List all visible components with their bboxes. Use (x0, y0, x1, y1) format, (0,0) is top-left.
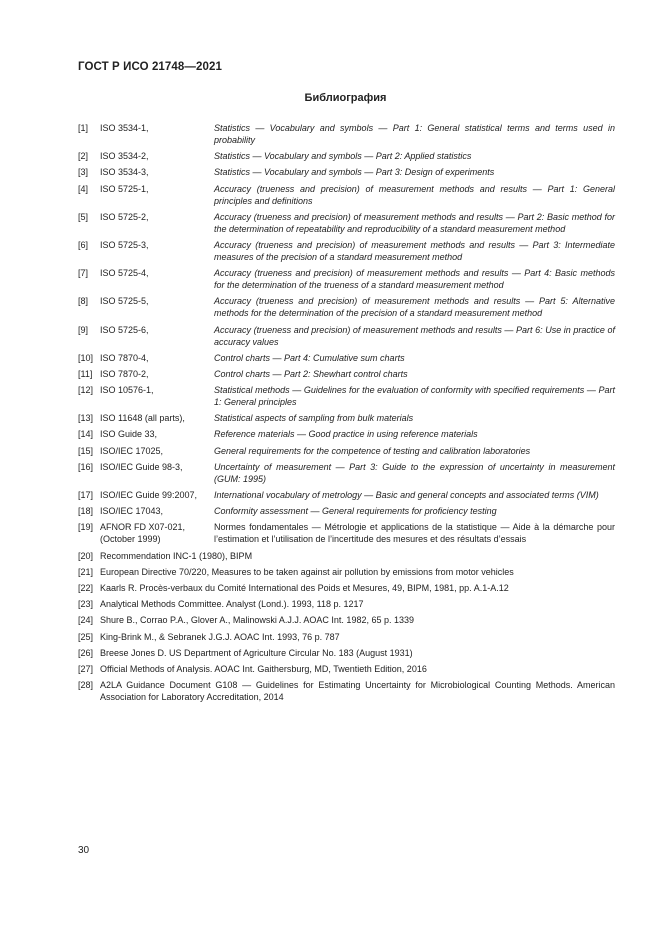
entry-number: [26] (78, 647, 94, 658)
entry-number: [5] (78, 211, 89, 222)
bibliography-entry (78, 412, 615, 424)
entry-standard-ref: ISO/IEC 17043, (100, 506, 164, 517)
entry-standard-ref: ISO 5725-5, (100, 296, 149, 307)
bibliography-entry (78, 582, 615, 594)
entry-standard-ref: ISO 5725-2, (100, 211, 149, 222)
bibliography-entry (78, 521, 615, 545)
bibliography-entry (78, 324, 615, 348)
entry-title: Normes fondamentales — Métrologie et applications de la statistique — Aide à la démarche pour l’estimation et l’utilisation de l’incertitude des mesures et des résultats d’essais (214, 522, 615, 545)
entry-title: International vocabulary of metrology — Basic and general concepts and associated terms (VIM) (214, 490, 599, 500)
entry-number: [6] (78, 239, 89, 250)
entry-number: [15] (78, 445, 94, 456)
entry-text: Official Methods of Analysis. AOAC Int. Gaithersburg, MD, Twentieth Edition, 2016 (100, 663, 427, 674)
entry-text: European Directive 70/220, Measures to be taken against air pollution by emissions from motor vehicles (100, 566, 514, 577)
entry-number: [16] (78, 461, 94, 472)
entry-standard-ref: ISO Guide 33, (100, 429, 158, 440)
entry-number: [27] (78, 663, 94, 674)
entry-title: Accuracy (trueness and precision) of measurement methods and results — Part 6: Use in practice of accuracy values (214, 324, 615, 347)
bibliography-entry (78, 122, 615, 146)
entry-standard-ref: ISO 3534-2, (100, 151, 149, 162)
bibliography-list (78, 122, 615, 707)
entry-title: Control charts — Part 4: Cumulative sum charts (214, 352, 405, 363)
bibliography-entry (78, 505, 615, 517)
entry-number: [18] (78, 506, 94, 517)
bibliography-entry (78, 352, 615, 364)
entry-number: [24] (78, 615, 94, 626)
bibliography-title: Библиография (304, 92, 387, 104)
entry-number: [1] (78, 123, 89, 133)
entry-title: Statistics — Vocabulary and symbols — Part 3: Design of experiments (214, 167, 495, 178)
entry-number: [19] (78, 522, 94, 533)
entry-number: [2] (78, 151, 89, 162)
bibliography-entry (78, 384, 615, 408)
entry-text: Analytical Methods Committee. Analyst (Lond.). 1993, 118 p. 1217 (100, 599, 364, 610)
bibliography-entry (78, 150, 615, 162)
entry-number: [21] (78, 566, 94, 577)
entry-number: [10] (78, 352, 94, 363)
entry-number: [25] (78, 631, 94, 642)
bibliography-entry (78, 445, 615, 457)
bibliography-entry (78, 566, 615, 578)
entry-title: Accuracy (trueness and precision) of measurement methods and results — Part 5: Alternative methods for the determination of the precision of a standard measurement method (214, 296, 615, 319)
page-number: 30 (78, 845, 90, 856)
entry-number: [12] (78, 385, 94, 396)
entry-number: [23] (78, 599, 94, 610)
entry-number: [4] (78, 183, 89, 194)
entry-standard-ref: ISO 7870-4, (100, 352, 149, 363)
entry-title: Uncertainty of measurement — Part 3: Guide to the expression of uncertainty in measurement (GUM: 1995) (214, 461, 615, 484)
entry-text: Shure B., Corrao P.A., Glover A., Malinowski A.J.J. AOAC Int. 1982, 65 p. 1339 (100, 615, 414, 626)
entry-number: [17] (78, 490, 94, 500)
entry-title: Accuracy (trueness and precision) of measurement methods and results — Part 4: Basic methods for the determination of the trueness of a standard measurement method (214, 268, 615, 291)
entry-number: [13] (78, 413, 94, 424)
entry-title: Statistics — Vocabulary and symbols — Part 1: General statistical terms and terms used in probability (214, 123, 615, 145)
bibliography-entry (78, 647, 615, 659)
bibliography-entry (78, 166, 615, 178)
entry-standard-ref: ISO 5725-1, (100, 183, 149, 194)
bibliography-entry (78, 428, 615, 440)
bibliography-entry (78, 598, 615, 610)
entry-number: [8] (78, 296, 89, 307)
document-code-header: ГОСТ Р ИСО 21748—2021 (78, 61, 223, 73)
bibliography-entry (78, 550, 615, 562)
entry-standard-ref: ISO 3534-3, (100, 167, 149, 178)
bibliography-entry (78, 183, 615, 207)
bibliography-entry (78, 368, 615, 380)
entry-standard-ref: ISO 3534-1, (100, 123, 149, 133)
entry-number: [22] (78, 582, 94, 593)
entry-title: Statistical methods — Guidelines for the evaluation of conformity with specified requirements — Part 1: General principles (214, 385, 615, 408)
bibliography-entry (78, 663, 615, 675)
entry-standard-ref: AFNOR FD X07-021, (October 1999) (100, 522, 186, 545)
entry-text: Breese Jones D. US Department of Agriculture Circular No. 183 (August 1931) (100, 647, 413, 658)
bibliography-entry (78, 461, 615, 485)
bibliography-entry (78, 489, 615, 501)
entry-number: [11] (78, 368, 93, 379)
entry-standard-ref: ISO 5725-6, (100, 324, 149, 335)
entry-text: Recommendation INC-1 (1980), BIPM (100, 550, 253, 561)
entry-title: Accuracy (trueness and precision) of measurement methods and results — Part 1: General principles and definitions (214, 183, 615, 206)
entry-number: [3] (78, 167, 89, 178)
entry-standard-ref: ISO/IEC 17025, (100, 445, 164, 456)
bibliography-entry (78, 614, 615, 626)
entry-title: Accuracy (trueness and precision) of measurement methods and results — Part 3: Intermediate measures of the precision of a standard measurement method (214, 239, 615, 262)
bibliography-entry (78, 295, 615, 319)
entry-number: [28] (78, 680, 94, 691)
entry-number: [14] (78, 429, 94, 440)
entry-text: A2LA Guidance Document G108 — Guidelines for Estimating Uncertainty for Microbiological Counting Methods. American Association for Laboratory Accreditation, 2014 (100, 680, 615, 703)
entry-title: Reference materials — Good practice in using reference materials (214, 429, 478, 440)
entry-text: Kaarls R. Procès-verbaux du Comité International des Poids et Mesures, 49, BIPM, 1981, pp. A.1-A.12 (100, 582, 509, 593)
entry-title: Conformity assessment — General requirements for proficiency testing (214, 506, 497, 517)
entry-number: [20] (78, 550, 94, 561)
entry-number: [9] (78, 324, 89, 335)
entry-standard-ref: ISO/IEC Guide 98-3, (100, 461, 183, 472)
bibliography-entry (78, 679, 615, 703)
entry-text: King-Brink M., & Sebranek J.G.J. AOAC Int. 1993, 76 p. 787 (100, 631, 340, 642)
bibliography-entry (78, 631, 615, 643)
entry-number: [7] (78, 268, 89, 279)
entry-standard-ref: ISO 5725-4, (100, 268, 149, 279)
bibliography-entry (78, 211, 615, 235)
entry-title: Accuracy (trueness and precision) of measurement methods and results — Part 2: Basic method for the determination of repeatability and reproducibility of a standard measurement method (214, 211, 615, 234)
entry-title: Statistical aspects of sampling from bulk materials (214, 413, 414, 424)
entry-title: General requirements for the competence of testing and calibration laboratories (214, 445, 531, 456)
entry-standard-ref: ISO 5725-3, (100, 239, 149, 250)
bibliography-entry (78, 239, 615, 263)
entry-standard-ref: ISO 11648 (all parts), (100, 413, 185, 424)
entry-standard-ref: ISO 7870-2, (100, 368, 149, 379)
bibliography-entry (78, 267, 615, 291)
entry-standard-ref: ISO/IEC Guide 99:2007, (100, 490, 198, 500)
entry-title: Control charts — Part 2: Shewhart control charts (214, 368, 408, 379)
entry-standard-ref: ISO 10576-1, (100, 385, 154, 396)
entry-title: Statistics — Vocabulary and symbols — Part 2: Applied statistics (214, 151, 472, 162)
